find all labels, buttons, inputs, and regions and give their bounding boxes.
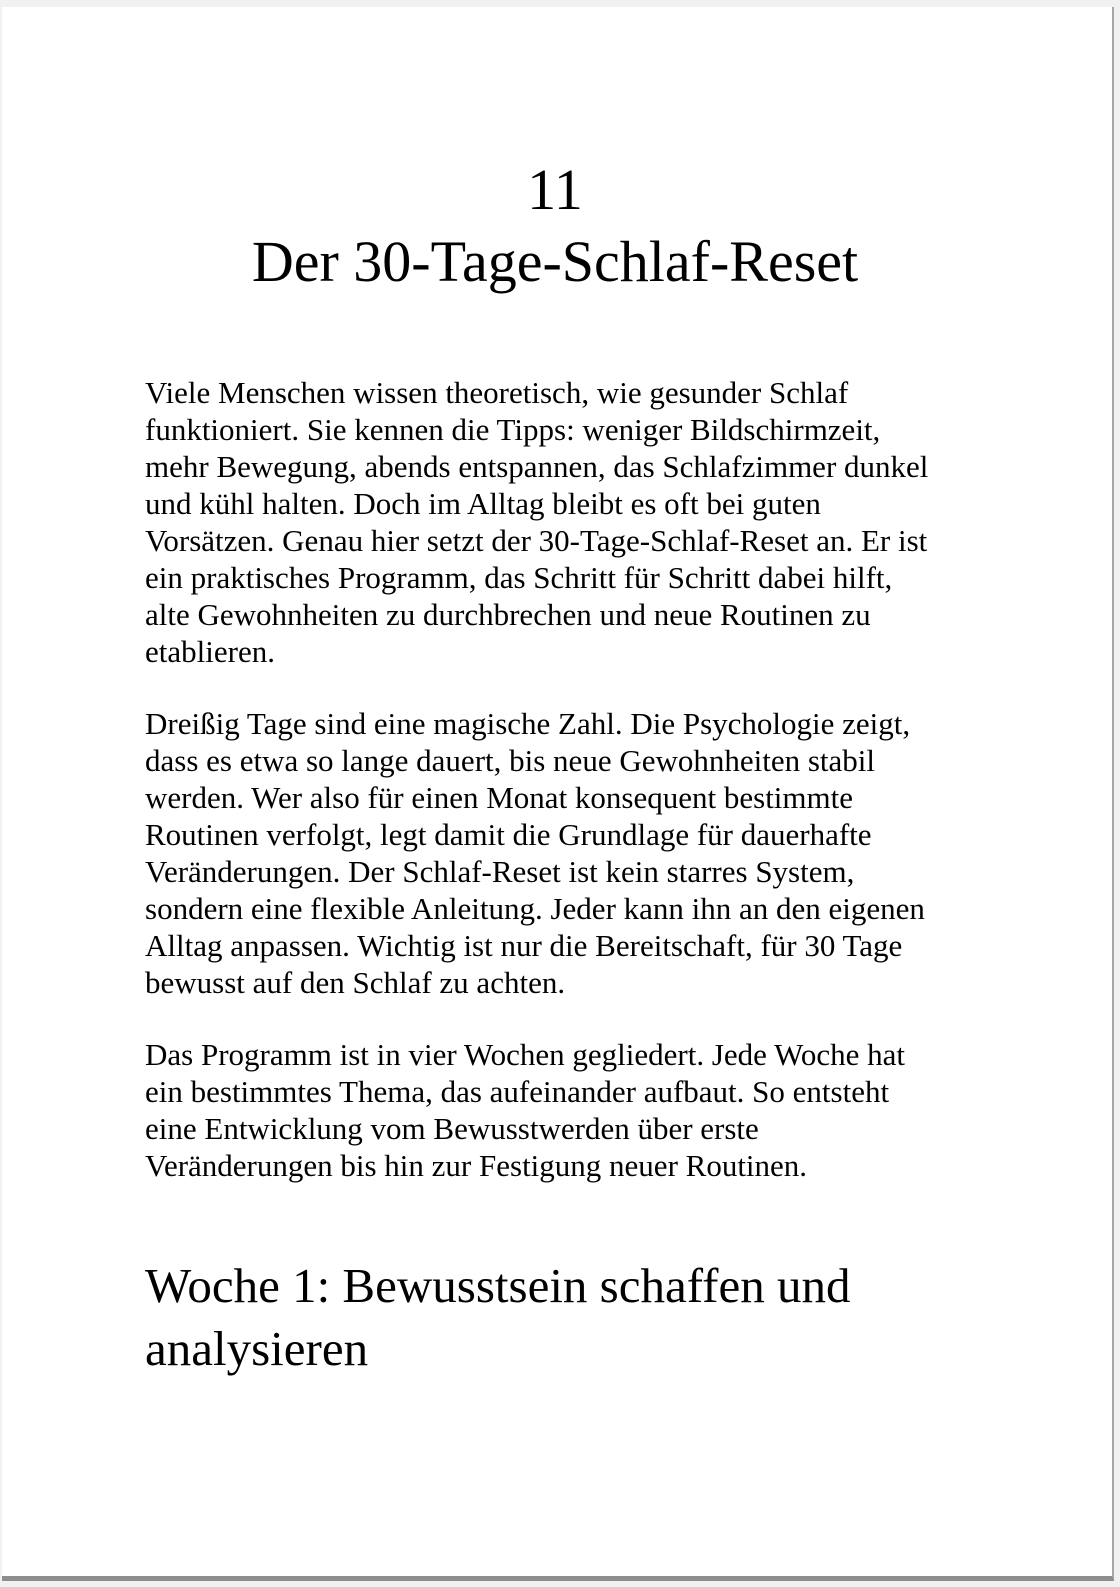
text-line: Routinen verfolgt, legt damit die Grundlage für dauerhafte — [145, 817, 872, 852]
text-line: Dreißig Tage sind eine magische Zahl. Die Psychologie zeigt, — [145, 706, 911, 741]
text-line: ein bestimmtes Thema, das aufeinander aufbaut. So entsteht — [145, 1074, 890, 1109]
chapter-header — [145, 154, 965, 298]
text-line: eine Entwicklung vom Bewusstwerden über erste — [145, 1111, 759, 1146]
section-heading — [145, 1254, 965, 1380]
text-line: alte Gewohnheiten zu durchbrechen und neue Routinen zu — [145, 597, 871, 632]
text-line: werden. Wer also für einen Monat konsequent bestimmte — [145, 780, 854, 815]
page-content — [2, 154, 965, 1380]
text-line: und kühl halten. Doch im Alltag bleibt es oft bei guten — [145, 486, 821, 521]
text-line: bewusst auf den Schlaf zu achten. — [145, 965, 566, 1000]
text-line: etablieren. — [145, 634, 275, 669]
book-page — [2, 7, 1114, 1581]
paragraph-3 — [145, 1036, 965, 1184]
chapter-title: Der 30-Tage-Schlaf-Reset — [251, 229, 859, 294]
text-line: dass es etwa so lange dauert, bis neue Gewohnheiten stabil — [145, 743, 876, 778]
text-line: Das Programm ist in vier Wochen gegliedert. Jede Woche hat — [145, 1037, 906, 1072]
text-line: Veränderungen bis hin zur Festigung neuer Routinen. — [145, 1148, 808, 1183]
text-line: Woche 1: Bewusstsein schaffen und — [145, 1258, 851, 1313]
text-line: analysieren — [145, 1321, 369, 1376]
text-line: sondern eine flexible Anleitung. Jeder kann ihn an den eigenen — [145, 891, 925, 926]
text-line: Viele Menschen wissen theoretisch, wie gesunder Schlaf — [145, 375, 849, 410]
text-line: mehr Bewegung, abends entspannen, das Schlafzimmer dunkel — [145, 449, 929, 484]
text-line: ein praktisches Programm, das Schritt für Schritt dabei hilft, — [145, 560, 893, 595]
text-line: Vorsätzen. Genau hier setzt der 30-Tage-Schlaf-Reset an. Er ist — [145, 523, 928, 558]
paragraph-1 — [145, 374, 965, 670]
paragraph-2 — [145, 705, 965, 1001]
chapter-body — [145, 374, 965, 1184]
text-line: Veränderungen. Der Schlaf-Reset ist kein starres System, — [145, 854, 855, 889]
text-line: Alltag anpassen. Wichtig ist nur die Bereitschaft, für 30 Tage — [145, 928, 903, 963]
chapter-number: 11 — [527, 157, 583, 222]
text-line: funktioniert. Sie kennen die Tipps: weniger Bildschirmzeit, — [145, 412, 881, 447]
